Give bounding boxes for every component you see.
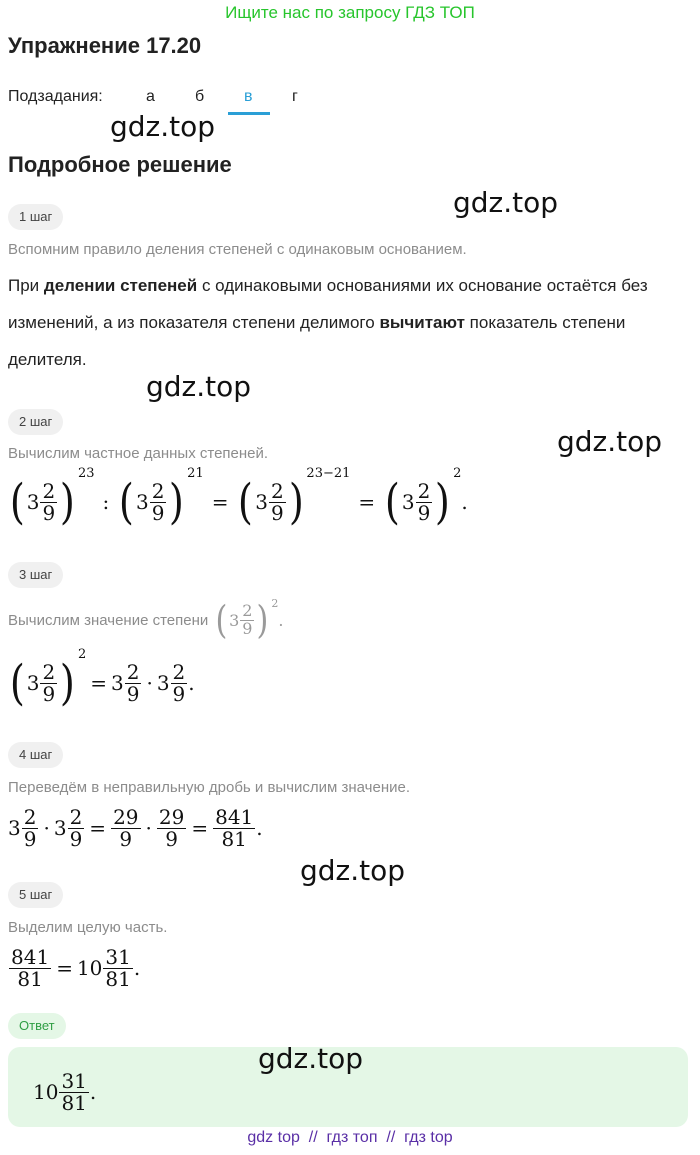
tab-g[interactable]: г xyxy=(292,88,298,105)
watermark: gdz.top xyxy=(110,110,216,143)
watermark: gdz.top xyxy=(300,854,406,887)
watermark: gdz.top xyxy=(557,425,663,458)
step-hint: Выделим целую часть. xyxy=(8,919,168,936)
page-title: Упражнение 17.20 xyxy=(8,33,202,58)
tab-b[interactable]: б xyxy=(195,88,205,105)
equation-mixed: $\frac{841}{81}$ = 10 $\frac{31}{81}$ . xyxy=(11,944,141,991)
step-hint-row xyxy=(8,592,283,648)
step-hint: Переведём в неправильную дробь и вычислим значение. xyxy=(8,779,410,796)
answer-badge: Ответ xyxy=(8,1013,66,1039)
step-badge: 2 шаг xyxy=(8,409,63,435)
watermark: gdz.top xyxy=(258,1042,364,1075)
step-badge: 3 шаг xyxy=(8,562,63,588)
step-badge: 5 шаг xyxy=(8,882,63,908)
equation-improper: 3 $\frac{2}{9}$ · 3 $\frac{2}{9}$ = $\frac{29}{9}$ · $\frac{29}{9}$ = $\frac{841}{81}$ . xyxy=(8,804,263,851)
watermark: gdz.top xyxy=(146,370,252,403)
step-badge: 1 шаг xyxy=(8,204,63,230)
answer-value: 10 $\frac{31}{81}$ . xyxy=(33,1068,97,1115)
footer-links[interactable]: gdz top // гдз топ // гдз top xyxy=(247,1129,453,1146)
promo-banner: Ищите нас по запросу ГДЗ ТОП xyxy=(225,3,475,22)
subtasks-label: Подзадания: xyxy=(8,88,103,105)
hint-power: ( 3 $\frac{2}{9}$ ) 2 . xyxy=(215,597,284,642)
equation-square: ( 3 $\frac{2}{9}$ ) 2 = 3 $\frac{2}{9}$ · 3 $\frac{2}{9}$ . xyxy=(9,647,195,711)
equation-quotient: ( 3 $\frac{2}{9}$ ) 23 : ( 3 $\frac{2}{9}$ ) 21 = ( 3 $\frac{2}{9}$ ) 23−21 = ( 3 $\frac{2}{9}$ ) 2 . xyxy=(9,466,468,530)
section-title: Подробное решение xyxy=(8,152,232,177)
rule-paragraph: При делении степеней с одинаковыми основаниями их основание остаётся без изменений, а из показателя степени делимого вычитают показатель степени делителя. xyxy=(8,276,648,369)
step-hint: Вычислим частное данных степеней. xyxy=(8,445,269,462)
tab-a[interactable]: а xyxy=(146,88,155,105)
watermark: gdz.top xyxy=(453,186,559,219)
step-hint: Вычислим значение степени xyxy=(8,611,209,629)
step-badge: 4 шаг xyxy=(8,742,63,768)
active-tab-indicator xyxy=(228,112,270,115)
tab-v[interactable]: в xyxy=(244,88,253,105)
step-hint: Вспомним правило деления степеней с одинаковым основанием. xyxy=(8,241,467,258)
